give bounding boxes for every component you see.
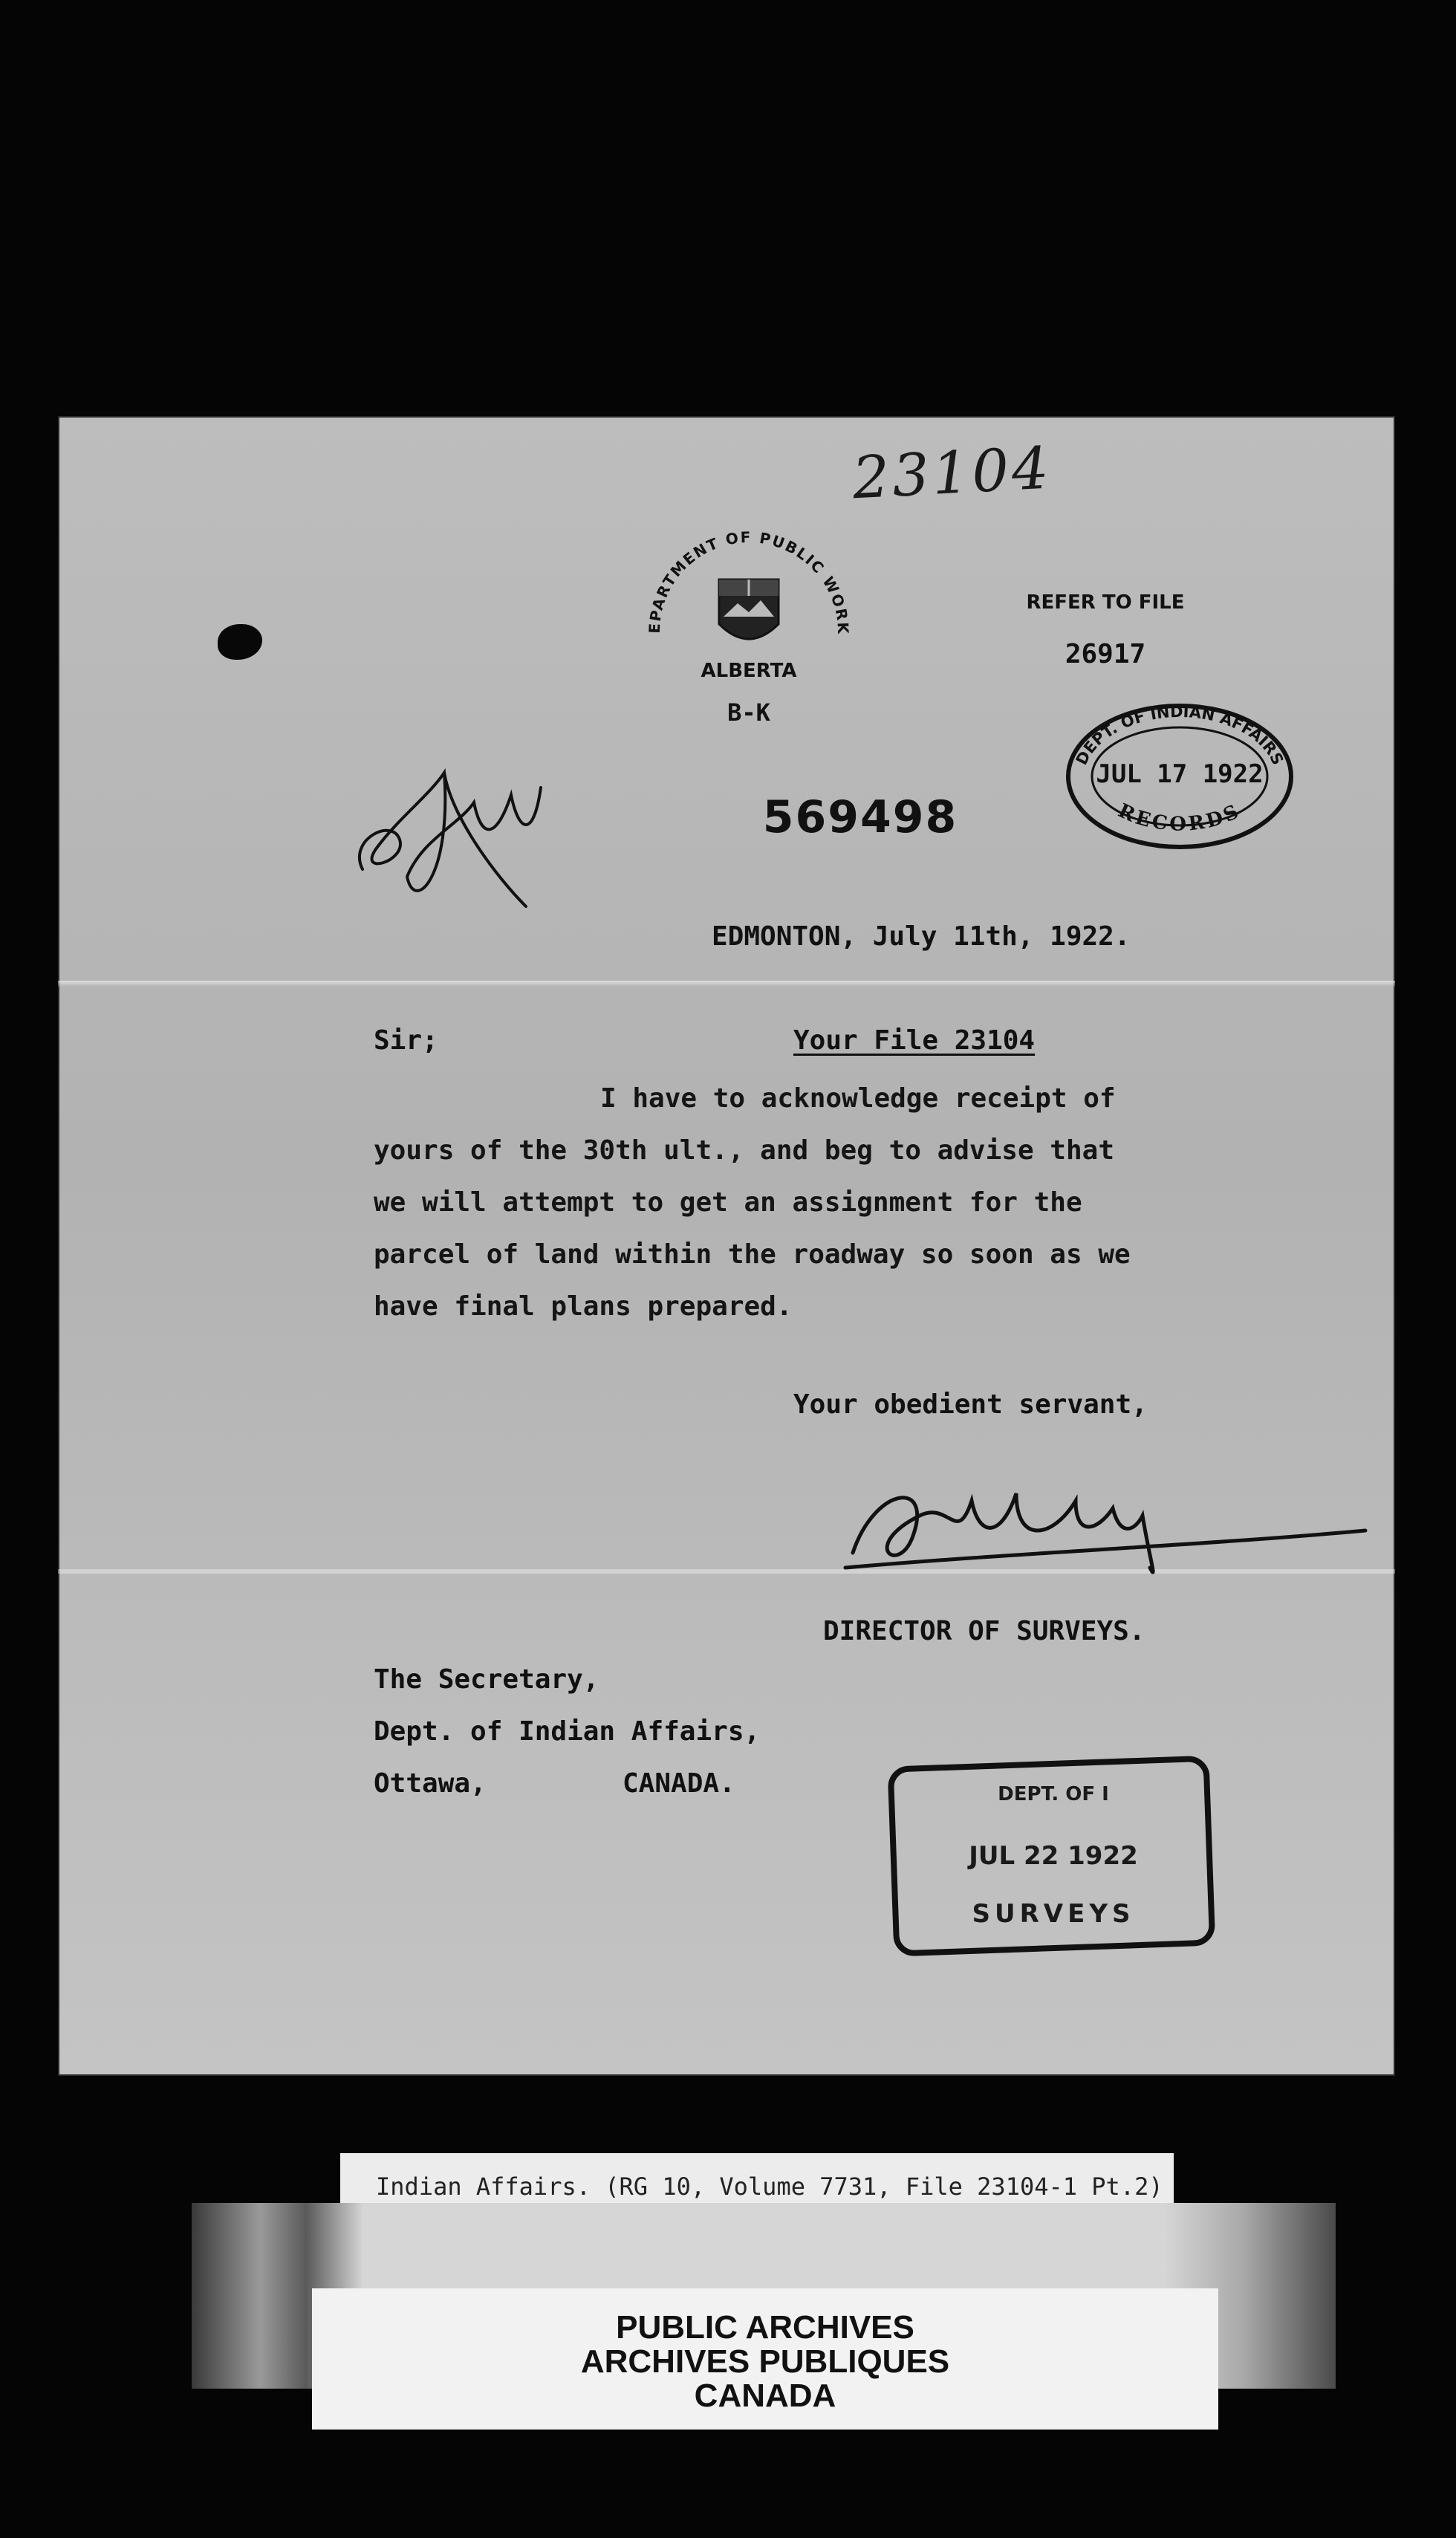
address-line-3: Ottawa, bbox=[374, 1768, 487, 1799]
body-line-2: yours of the 30th ult., and beg to advise that bbox=[374, 1135, 1114, 1166]
pencil-file-number: 23104 bbox=[851, 435, 1053, 513]
body-line-1: I have to acknowledge receipt of bbox=[600, 1083, 1116, 1114]
address-line-2: Dept. of Indian Affairs, bbox=[374, 1716, 761, 1747]
salutation: Sir; bbox=[374, 1025, 438, 1056]
body-line-4: parcel of land within the roadway so soon as we bbox=[374, 1239, 1131, 1270]
punch-hole bbox=[218, 624, 262, 660]
director-signature-icon bbox=[831, 1456, 1373, 1590]
surveys-stamp-date: JUL 22 1922 bbox=[969, 1841, 1138, 1871]
archive-label-line-1: PUBLIC ARCHIVES bbox=[616, 2309, 914, 2346]
surveys-stamp-top: DEPT. OF I bbox=[998, 1783, 1109, 1805]
svg-text:DEPT. OF INDIAN AFFAIRS bbox=[1073, 703, 1287, 767]
archive-label-line-2: ARCHIVES PUBLIQUES bbox=[580, 2343, 950, 2380]
letter-dateline: EDMONTON, July 11th, 1922. bbox=[712, 921, 1131, 952]
stamp-arc-bottom: RECORDS bbox=[1114, 799, 1245, 836]
address-country: CANADA. bbox=[623, 1768, 735, 1799]
surveys-stamp-bottom: SURVEYS bbox=[972, 1899, 1135, 1929]
stamp-arc-top: DEPT. OF INDIAN AFFAIRS bbox=[1072, 702, 1287, 768]
archive-reference: Indian Affairs. (RG 10, Volume 7731, File 23104-1 Pt.2) bbox=[376, 2172, 1163, 2201]
emblem-arc-text: EPARTMENT OF PUBLIC WORK bbox=[645, 528, 853, 636]
surveys-stamp bbox=[886, 1753, 1221, 1961]
svg-text:RECORDS bbox=[1114, 799, 1244, 835]
body-line-5: have final plans prepared. bbox=[374, 1291, 793, 1322]
archive-label-line-3: CANADA bbox=[694, 2378, 836, 2414]
marginal-signature-icon bbox=[333, 728, 571, 921]
emblem-label: ALBERTA bbox=[701, 660, 797, 682]
address-line-1: The Secretary, bbox=[374, 1664, 599, 1695]
serial-number: 569498 bbox=[762, 791, 958, 843]
letter-page bbox=[58, 416, 1395, 2076]
signatory-title: DIRECTOR OF SURVEYS. bbox=[823, 1616, 1145, 1646]
archive-label bbox=[312, 2288, 1218, 2430]
body-line-3: we will attempt to get an assignment for the bbox=[374, 1187, 1082, 1218]
closing: Your obedient servant, bbox=[793, 1389, 1148, 1420]
received-stamp bbox=[1061, 698, 1299, 854]
department-emblem bbox=[615, 520, 883, 713]
received-stamp-date: JUL 17 1922 bbox=[1096, 759, 1264, 789]
fold-crease bbox=[58, 981, 1395, 987]
refer-to-file-label: REFER TO FILE bbox=[1026, 591, 1185, 614]
office-code: B-K bbox=[727, 698, 770, 727]
your-file-reference: Your File 23104 bbox=[793, 1025, 1036, 1056]
refer-to-file-number: 26917 bbox=[1065, 639, 1146, 669]
shield-crest-icon bbox=[615, 520, 883, 661]
